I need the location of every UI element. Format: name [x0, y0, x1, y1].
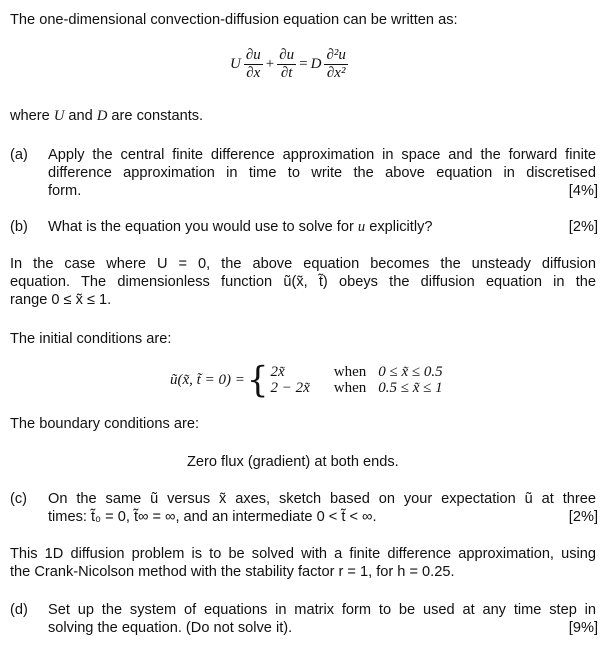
part-d-line1: Set up the system of equations in matrix form to be used at any time step in	[48, 602, 596, 618]
eq-term-du-dt: $\frac{\partial u}{\partial t}$	[279, 47, 295, 81]
part-a-marks: [4%]	[568, 183, 598, 199]
ic-conditions: when 0 ≤ x̃ ≤ 0.5 when 0.5 ≤ x̃ ≤ 1	[333, 364, 443, 396]
part-a-line2: difference approximation in time to write the above equation in discretised	[48, 165, 596, 181]
intro-text: The one-dimensional convection-diffusion equation can be written as:	[10, 12, 458, 28]
eq-U: U	[230, 56, 241, 72]
convection-diffusion-equation	[230, 48, 348, 81]
eq-term-du-dx: $\frac{\partial u}{\partial x}$	[245, 47, 261, 81]
part-a-label: (a)	[10, 147, 28, 163]
case-line3: range 0 ≤ x̃ ≤ 1.	[10, 292, 112, 308]
part-b-marks: [2%]	[568, 219, 598, 235]
eq-term-d2u-dx2: $\frac{\text{∂²u}}{\text{∂x²}}$	[326, 47, 346, 81]
question-part-b	[10, 218, 598, 238]
case-line1: In the case where U = 0, the above equation becomes the unsteady diffusion	[10, 256, 596, 272]
part-d-marks: [9%]	[568, 620, 598, 636]
boundary-condition-statement: Zero flux (gradient) at both ends.	[187, 454, 399, 470]
part-c-label: (c)	[10, 491, 28, 507]
initial-condition-equation	[170, 359, 443, 401]
ic-range1: 0 ≤ x̃ ≤ 0.5	[378, 364, 443, 380]
eq-D: D	[310, 56, 322, 72]
part-d-label: (d)	[10, 602, 28, 618]
where-constants-text: where U and D are constants.	[10, 108, 204, 124]
ic-lhs: ũ(x̃, t̃ = 0) =	[170, 371, 245, 388]
ic-cases	[270, 364, 309, 396]
part-a-line1: Apply the central finite difference approximation in space and the forward finite	[48, 147, 596, 163]
part-c-marks: [2%]	[568, 509, 598, 525]
ic-case2: 2 − 2x̃	[270, 380, 310, 396]
part-c-line1: On the same ũ versus x̃ axes, sketch based on your expectation ũ at three	[48, 491, 596, 507]
part-b-text: What is the equation you would use to solve for u explicitly?	[48, 219, 433, 235]
part-d-line2: solving the equation. (Do not solve it).	[48, 620, 293, 636]
part-a-line3: form.	[48, 183, 82, 199]
ic-range2: 0.5 ≤ x̃ ≤ 1	[378, 380, 443, 396]
part-c-line2: times: t̃₀ = 0, t̃∞ = ∞, and an intermediate 0 < t̃ < ∞.	[48, 509, 377, 525]
eq-plus: +	[265, 56, 275, 72]
part-b-label: (b)	[10, 219, 28, 235]
crank-line2: the Crank-Nicolson method with the stability factor r = 1, for h = 0.25.	[10, 564, 455, 580]
ic-case1: 2x̃	[270, 364, 285, 380]
crank-line1: This 1D diffusion problem is to be solved with a finite difference approximation, using	[10, 546, 596, 562]
case-line2: equation. The dimensionless function ũ(x̃, t̃) obeys the diffusion equation in the	[10, 274, 596, 290]
brace-symbol: {	[246, 359, 269, 401]
eq-equals: =	[299, 56, 308, 72]
boundary-conditions-heading: The boundary conditions are:	[10, 416, 200, 432]
initial-conditions-heading: The initial conditions are:	[10, 331, 172, 347]
